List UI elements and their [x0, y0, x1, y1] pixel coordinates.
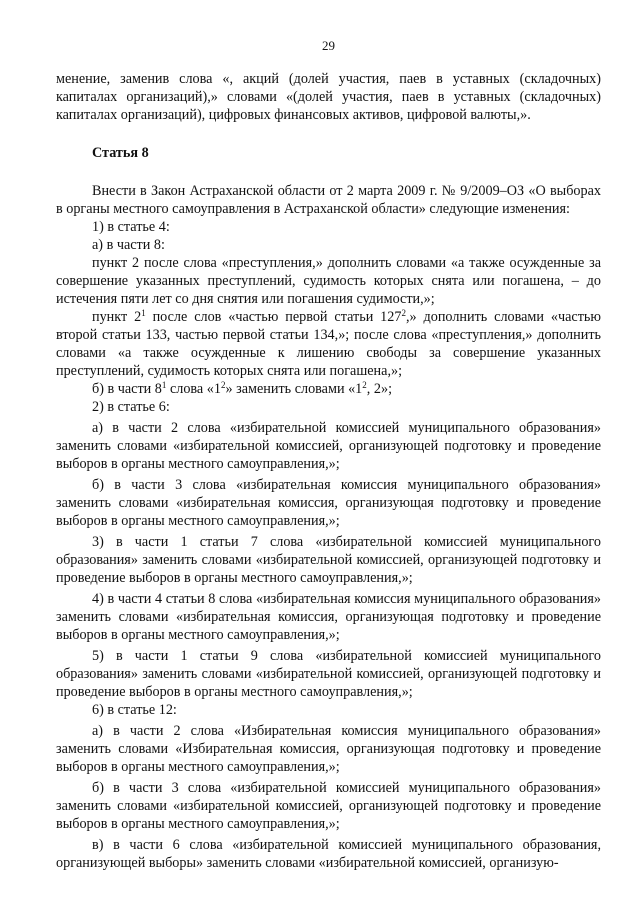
- paragraph: [56, 236, 601, 254]
- text-segment: после слов «частью первой статьи 127: [145, 309, 402, 325]
- text-segment: 1) в статье 4:: [92, 219, 170, 235]
- superscript: 1: [161, 380, 167, 390]
- text-segment: б) в части 3 слова «избирательной комиссией муниципального образования» заменить словами «избирательной комиссией, организующей подготовку и проведение выборов в органы местного самоуправления,»;: [56, 780, 601, 832]
- paragraph: [56, 590, 601, 644]
- text-segment: ,» дополнить словами «частью второй статьи 133, частью первой статьи 134,»; после слова «преступления,» дополнить словами «а также осужденные к лишению свободы за совершение указанных преступлений, судимость которых снята или погашена,»;: [56, 309, 601, 379]
- paragraph-continuation: [56, 70, 601, 124]
- document-body: [56, 70, 601, 872]
- text-segment: а) в части 2 слова «Избирательная комиссия муниципального образования» заменить словами «Избирательная комиссия, организующая подготовку и проведение выборов в органы местного самоуправления,»;: [56, 723, 601, 775]
- paragraph: [56, 218, 601, 236]
- paragraph: [56, 254, 601, 308]
- paragraph: [56, 380, 601, 398]
- text-segment: » заменить словами «1: [225, 381, 363, 397]
- superscript: 2: [362, 380, 367, 390]
- superscript: 2: [220, 380, 226, 390]
- text-segment: 6) в статье 12:: [92, 702, 177, 718]
- text-segment: а) в части 8:: [92, 237, 165, 253]
- text-segment: 3) в части 1 статьи 7 слова «избирательной комиссией муниципального образования» заменить словами «избирательной комиссией, организующей подготовку и проведение выборов в органы местного самоуправления,»;: [56, 534, 601, 586]
- text-segment: 2) в статье 6:: [92, 399, 170, 415]
- page-number: 29: [322, 38, 335, 53]
- paragraph: [56, 182, 601, 218]
- text-segment: а) в части 2 слова «избирательной комиссией муниципального образования» заменить словами «избирательной комиссией, организующей подготовку и проведение выборов в органы местного самоуправления,»;: [56, 420, 601, 472]
- text-segment: менение, заменив слова «, акций (долей участия, паев в уставных (складочных) капиталах организаций),» словами «(долей участия, паев в уставных (складочных) капиталах организаций), цифровых финансовых активов, цифровой валюты,».: [56, 71, 601, 123]
- text-segment: пункт 2 после слова «преступления,» дополнить словами «а также осужденные за совершение указанных преступлений, судимость которых снята или погашена, – до истечения пяти лет со дня снятия или погашения судимости,»;: [56, 255, 601, 307]
- text-segment: пункт 2: [92, 309, 142, 325]
- paragraph: [56, 836, 601, 872]
- paragraph: [56, 308, 601, 380]
- text-segment: слова «1: [166, 381, 221, 397]
- superscript: 1: [141, 308, 146, 318]
- text-segment: Внести в Закон Астраханской области от 2 марта 2009 г. № 9/2009–ОЗ «О выборах в органы местного самоуправления в Астраханской области» следующие изменения:: [56, 183, 601, 217]
- text-segment: б) в части 3 слова «избирательная комиссия муниципального образования» заменить словами «избирательная комиссия, организующая подготовку и проведение выборов в органы местного самоуправления,»;: [56, 477, 601, 529]
- text-segment: б) в части 8: [92, 381, 162, 397]
- text-segment: в) в части 6 слова «избирательной комиссией муниципального образования, организующей выборы» заменить словами «избирательной комиссией, организую-: [56, 837, 601, 871]
- paragraph: [56, 779, 601, 833]
- paragraph: [56, 398, 601, 416]
- article-heading: Статья 8: [92, 145, 149, 161]
- paragraph: [56, 701, 601, 719]
- paragraph: [56, 476, 601, 530]
- paragraph: [56, 533, 601, 587]
- paragraph: [56, 722, 601, 776]
- text-segment: , 2»;: [366, 381, 393, 397]
- paragraph: [56, 647, 601, 701]
- text-segment: 4) в части 4 статьи 8 слова «избирательная комиссия муниципального образования» заменить словами «избирательная комиссия, организующая подготовку и проведение выборов в органы местного самоуправления,»;: [56, 591, 601, 643]
- superscript: 2: [401, 308, 406, 318]
- text-segment: 5) в части 1 статьи 9 слова «избирательной комиссией муниципального образования» заменить словами «избирательной комиссией, организующей подготовку и проведение выборов в органы местного самоуправления,»;: [56, 648, 601, 700]
- paragraph: [56, 419, 601, 473]
